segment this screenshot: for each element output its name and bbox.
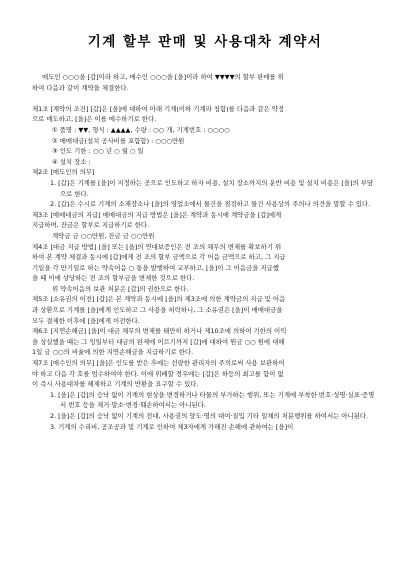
article-1: [32, 104, 378, 168]
article-6: [32, 326, 378, 358]
article-line: 을 상실했을 때는 그 잉일부터 대금의 완제에 이르기까지 [갑]에 대하여 원금 ○○ 원에 대해: [32, 337, 285, 346]
article-1-item: ③ 인도 기한 : ○○ 년 ○ 월 ○ 일: [52, 147, 144, 156]
article-2-item: 2. [갑]은 수시로 기계의 소재장소나 [을]의 영업소에서 물건을 점검하고 물건 사용상의 주의나 의견을 말할 수 있다.: [50, 200, 371, 209]
article-line: 기일을 각 만기일로 하는 약속어음 ○ 통을 발행하여 교부하고, [을]이 그 어음금을 지급했: [32, 263, 279, 272]
article-line: 야 하고 다음 각 호를 엄수하여야 한다. 이에 위배할 경우에는 [갑]은 하등의 최고를 함이 없: [32, 369, 284, 378]
article-line: 지급하며, 잔금은 할부로 지급하기로 한다.: [32, 221, 150, 230]
article-line: 제4조 [대금 지급 방법] [을] 또는 [을]의 연대보증인은 전 조의 채무의 변제를 확보하기 위: [32, 242, 282, 251]
intro-line: 하여 다음과 같이 계약을 체결한다.: [32, 83, 129, 92]
article-2: [32, 167, 378, 209]
article-7-item: 3. 기계의 수리비, 공조공과 및 기계로 인하여 제3자에게 가해진 손해에 관하여는 [을]이: [50, 422, 294, 431]
payment-amount: 계약금 금 ○○만원, 잔금 금 ○○만원: [52, 231, 155, 240]
article-line: 제1조 [계약의 조건] [갑]은 [을]에 대하여 아래 기계(이하 기계라 칭함)를 다음과 같은 약정: [32, 104, 285, 113]
intro-line: 매도인 ○○○을 [갑]이라 하고, 매수인 ○○○을 [을]이라 하여 ▼▼▼▼의 할부 판매를 위: [42, 73, 284, 81]
article-line: 제7조 [매수인의 의무] [을]은 인도를 받은 후에는 선량한 관리자의 주의로써 사용 보관하여: [32, 359, 285, 368]
article-line: 을 때 이에 상당하는 전 조의 할부금을 변제한 것으로 한다.: [32, 274, 195, 283]
article-5: [32, 294, 378, 326]
article-note: 위 약속어음의 보관 처분은 [갑]의 권한으로 한다.: [52, 284, 189, 293]
article-4: [32, 242, 378, 295]
article-3: [32, 210, 378, 242]
document-title: 기계 할부 판매 및 사용대차 계약서: [87, 34, 323, 50]
intro-paragraph: [32, 72, 378, 83]
article-line: 제6조 [지연손해금] [을]이 대금 채무의 변제를 태만히 하거나 제10조에 의하여 기한의 이익: [32, 327, 287, 336]
article-7-item: 1. [을]은 [갑]의 승낙 없이 기계의 현상을 변경하거나 타물의 부가하는 행위, 또는 기계에 부착한 번호·성명·실표·증명서 번호 등을 제거·말소·변경·훼손하여서는 아니된다.: [50, 390, 375, 410]
article-line: 모두 결제한 이후에 [을]에게 이전한다.: [32, 316, 140, 325]
article-7-item: 2. [을]은 [갑]의 승낙 없이 기계의 전대, 사용권의 양도·명의 대여·질입 기타 일체의 처분행위를 하여서는 아니된다.: [50, 412, 369, 420]
article-heading: 제2조 [매도인의 의무]: [32, 168, 95, 177]
article-1-item: ② 매매대금(설치 공사비를 포함함) : ○○○만원: [52, 136, 185, 145]
article-line: 과 상환으로 기계를 [을]에게 인도하고 그 사용을 허락하니, 그 소유권은 [을]이 매매대금을: [32, 306, 283, 315]
article-2-item: 1. [갑]은 기계를 [을]이 지정하는 곳으로 인도하고 하자 비용, 설치 장소까지의 운반 비용 및 설치 비용은 [을]의 부담으로 한다.: [50, 178, 374, 198]
article-line: 으로 매도하고, [을]은 이를 매수하기로 한다.: [32, 115, 157, 124]
article-line: 제5조 [소유권의 이전] [갑]은 본 계약과 동시에 [을]의 제3조에 의한 계약금의 지급 및 어음: [32, 295, 286, 304]
article-7: [32, 358, 378, 432]
article-1-item: ④ 설치 장소 :: [52, 157, 91, 166]
article-1-item: ① 품명 : ▼▼, 형식 : ▲▲▲▲, 수량 : ○○ 개, 기계번호 : ○○○○: [52, 125, 230, 134]
contract-body: [32, 72, 378, 432]
article-line: 제3조 [매매대금의 지급] 매매대금의 지급 방법은 [을]은 계약과 동시에 계약금을 [갑]에게: [32, 210, 282, 219]
article-line: 이 즉시 사용대차를 해제하고 기계의 반환을 요구할 수 있다.: [32, 380, 199, 389]
article-line: 1일 금 ○○의 비율에 의한 지연손해금을 지급하기로 한다.: [32, 348, 194, 357]
article-line: 하여 본 계약 체결과 동시에 [갑]에게 전 조의 할부 금액으로 각 어음 금액으로 하고, 그 지급: [32, 253, 286, 262]
